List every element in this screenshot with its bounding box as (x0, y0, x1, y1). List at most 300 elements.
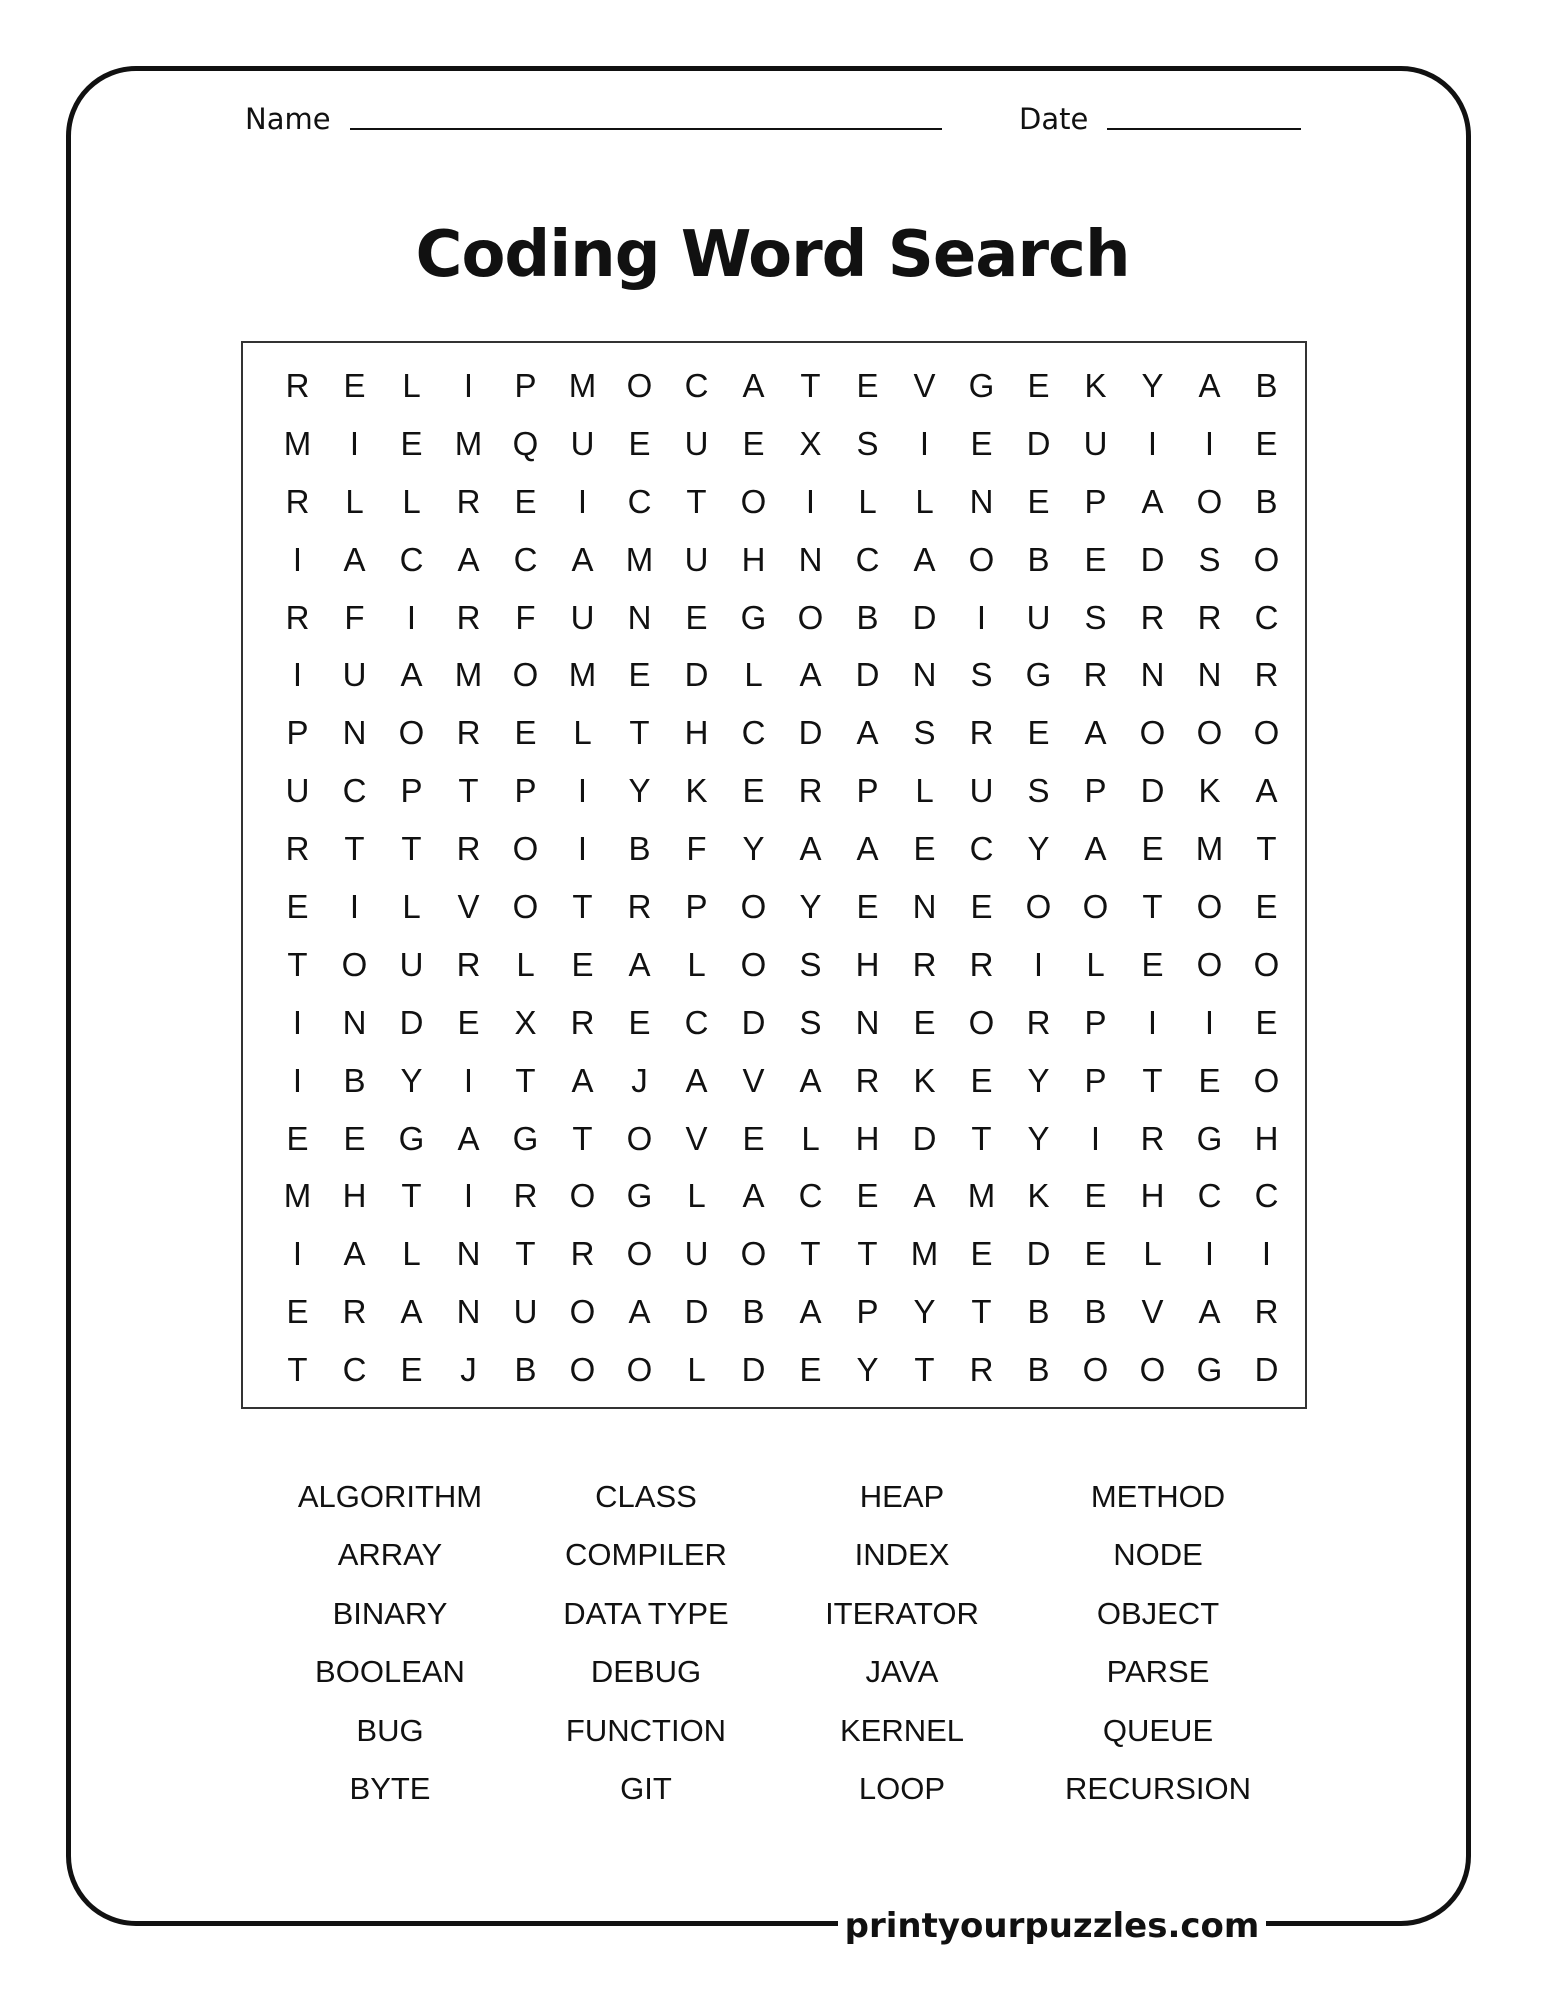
grid-letter[interactable]: U (399, 945, 424, 983)
grid-letter[interactable]: M (283, 1177, 312, 1215)
grid-letter[interactable]: A (343, 1235, 366, 1273)
grid-letter[interactable]: R (456, 598, 481, 636)
grid-letter[interactable]: A (400, 656, 423, 694)
grid-letter[interactable]: M (454, 424, 483, 462)
grid-letter[interactable]: L (1086, 945, 1105, 983)
grid-letter[interactable]: D (1254, 1351, 1279, 1389)
grid-letter[interactable]: T (401, 830, 422, 868)
grid-letter[interactable]: O (1253, 714, 1280, 752)
grid-letter[interactable]: I (577, 830, 588, 868)
grid-letter[interactable]: I (919, 424, 930, 462)
grid-letter[interactable]: R (627, 888, 652, 926)
grid-letter[interactable]: G (398, 1119, 425, 1157)
grid-letter[interactable]: R (969, 1351, 994, 1389)
grid-letter[interactable]: R (285, 830, 310, 868)
grid-letter[interactable]: H (684, 714, 709, 752)
grid-letter[interactable]: E (1027, 367, 1050, 404)
grid-letter[interactable]: U (684, 424, 709, 462)
grid-letter[interactable]: I (463, 1061, 474, 1099)
grid-letter[interactable]: G (740, 598, 767, 636)
grid-letter[interactable]: Y (799, 888, 822, 926)
grid-letter[interactable]: R (969, 714, 994, 752)
grid-letter[interactable]: A (628, 1293, 651, 1331)
grid-letter[interactable]: N (1140, 656, 1165, 694)
grid-letter[interactable]: O (1253, 1061, 1280, 1099)
grid-letter[interactable]: E (970, 1235, 993, 1273)
date-field[interactable] (1107, 128, 1301, 130)
grid-letter[interactable]: V (457, 888, 480, 926)
grid-letter[interactable]: M (625, 540, 654, 578)
grid-letter[interactable]: A (1198, 367, 1221, 404)
grid-letter[interactable]: R (456, 945, 481, 983)
grid-letter[interactable]: E (913, 830, 936, 868)
grid-letter[interactable]: O (569, 1177, 596, 1215)
grid-letter[interactable]: R (1083, 656, 1108, 694)
grid-letter[interactable]: E (1084, 1177, 1107, 1215)
grid-letter[interactable]: E (1255, 424, 1278, 462)
grid-letter[interactable]: N (798, 540, 823, 578)
grid-letter[interactable]: V (685, 1119, 708, 1157)
grid-letter[interactable]: I (292, 1235, 303, 1273)
grid-letter[interactable]: O (797, 598, 824, 636)
grid-letter[interactable]: I (976, 598, 987, 636)
grid-letter[interactable]: J (460, 1351, 477, 1389)
grid-letter[interactable]: O (626, 367, 653, 404)
grid-letter[interactable]: R (570, 1003, 595, 1041)
grid-letter[interactable]: A (799, 656, 822, 694)
grid-letter[interactable]: O (740, 1235, 767, 1273)
grid-letter[interactable]: L (345, 482, 364, 520)
grid-letter[interactable]: R (285, 482, 310, 520)
grid-letter[interactable]: M (910, 1235, 939, 1273)
grid-letter[interactable]: F (344, 598, 365, 636)
grid-letter[interactable]: E (1141, 830, 1164, 868)
grid-letter[interactable]: D (1026, 424, 1051, 462)
grid-letter[interactable]: U (1026, 598, 1051, 636)
grid-letter[interactable]: L (573, 714, 592, 752)
grid-letter[interactable]: C (513, 540, 538, 578)
grid-letter[interactable]: N (456, 1293, 481, 1331)
grid-letter[interactable]: D (912, 1119, 937, 1157)
grid-letter[interactable]: O (1025, 888, 1052, 926)
grid-letter[interactable]: L (1143, 1235, 1162, 1273)
grid-letter[interactable]: T (287, 945, 308, 983)
grid-letter[interactable]: M (967, 1177, 996, 1215)
grid-letter[interactable]: H (342, 1177, 367, 1215)
grid-letter[interactable]: E (1141, 945, 1164, 983)
grid-letter[interactable]: I (1261, 1235, 1272, 1273)
grid-letter[interactable]: C (342, 772, 367, 810)
grid-letter[interactable]: A (799, 1061, 822, 1099)
grid-letter[interactable]: S (799, 1003, 822, 1041)
grid-letter[interactable]: L (744, 656, 763, 694)
grid-letter[interactable]: R (456, 482, 481, 520)
grid-letter[interactable]: T (401, 1177, 422, 1215)
grid-letter[interactable]: P (856, 1293, 879, 1331)
grid-letter[interactable]: E (742, 1119, 765, 1157)
grid-letter[interactable]: K (913, 1061, 936, 1099)
grid-letter[interactable]: T (515, 1235, 536, 1273)
grid-letter[interactable]: E (343, 1119, 366, 1157)
grid-letter[interactable]: Y (628, 772, 651, 810)
grid-letter[interactable]: I (805, 482, 816, 520)
grid-letter[interactable]: Y (742, 830, 765, 868)
grid-letter[interactable]: O (1139, 714, 1166, 752)
grid-letter[interactable]: K (1027, 1177, 1050, 1215)
grid-letter[interactable]: O (1253, 540, 1280, 578)
grid-letter[interactable]: E (400, 1351, 423, 1389)
grid-letter[interactable]: R (456, 830, 481, 868)
grid-letter[interactable]: E (628, 424, 651, 462)
grid-letter[interactable]: E (628, 656, 651, 694)
grid-letter[interactable]: E (343, 367, 366, 404)
grid-letter[interactable]: R (456, 714, 481, 752)
grid-letter[interactable]: R (969, 945, 994, 983)
grid-letter[interactable]: D (741, 1003, 766, 1041)
grid-letter[interactable]: T (686, 482, 707, 520)
grid-letter[interactable]: R (570, 1235, 595, 1273)
grid-letter[interactable]: R (285, 367, 310, 404)
grid-letter[interactable]: O (626, 1351, 653, 1389)
grid-letter[interactable]: B (1027, 1351, 1050, 1389)
grid-letter[interactable]: A (856, 830, 879, 868)
grid-letter[interactable]: D (684, 656, 709, 694)
grid-letter[interactable]: M (283, 424, 312, 462)
grid-letter[interactable]: R (1140, 1119, 1165, 1157)
grid-letter[interactable]: O (968, 1003, 995, 1041)
grid-letter[interactable]: T (971, 1119, 992, 1157)
grid-letter[interactable]: Y (1027, 830, 1050, 868)
grid-letter[interactable]: M (568, 367, 597, 404)
grid-letter[interactable]: P (400, 772, 423, 810)
grid-letter[interactable]: A (571, 1061, 594, 1099)
grid-letter[interactable]: Y (400, 1061, 423, 1099)
grid-letter[interactable]: C (627, 482, 652, 520)
grid-letter[interactable]: N (969, 482, 994, 520)
grid-letter[interactable]: H (855, 1119, 880, 1157)
grid-letter[interactable]: C (1254, 598, 1279, 636)
grid-letter[interactable]: E (685, 598, 708, 636)
grid-letter[interactable]: T (344, 830, 365, 868)
grid-letter[interactable]: K (685, 772, 708, 810)
grid-letter[interactable]: E (628, 1003, 651, 1041)
grid-letter[interactable]: I (292, 540, 303, 578)
grid-letter[interactable]: P (1084, 772, 1107, 810)
name-field[interactable] (350, 128, 942, 130)
grid-letter[interactable]: I (349, 424, 360, 462)
grid-letter[interactable]: C (855, 540, 880, 578)
grid-letter[interactable]: G (626, 1177, 653, 1215)
grid-letter[interactable]: S (1198, 540, 1221, 578)
grid-letter[interactable]: A (913, 1177, 936, 1215)
grid-letter[interactable]: A (856, 714, 879, 752)
grid-letter[interactable]: E (856, 367, 879, 404)
grid-letter[interactable]: A (1255, 772, 1278, 810)
grid-letter[interactable]: I (292, 1061, 303, 1099)
grid-letter[interactable]: E (1084, 1235, 1107, 1273)
grid-letter[interactable]: L (801, 1119, 820, 1157)
grid-letter[interactable]: T (572, 1119, 593, 1157)
grid-letter[interactable]: L (687, 945, 706, 983)
grid-letter[interactable]: S (1084, 598, 1107, 636)
grid-letter[interactable]: E (1255, 888, 1278, 926)
grid-letter[interactable]: T (572, 888, 593, 926)
grid-letter[interactable]: N (342, 714, 367, 752)
grid-letter[interactable]: P (514, 772, 537, 810)
grid-letter[interactable]: A (1141, 482, 1164, 520)
grid-letter[interactable]: N (912, 656, 937, 694)
grid-letter[interactable]: L (402, 1235, 421, 1273)
grid-letter[interactable]: T (287, 1351, 308, 1389)
grid-letter[interactable]: C (1197, 1177, 1222, 1215)
grid-letter[interactable]: N (855, 1003, 880, 1041)
grid-letter[interactable]: C (684, 367, 709, 404)
grid-letter[interactable]: N (1197, 656, 1222, 694)
grid-letter[interactable]: E (571, 945, 594, 983)
grid-letter[interactable]: R (1254, 1293, 1279, 1331)
grid-letter[interactable]: E (286, 888, 309, 926)
grid-letter[interactable]: E (856, 888, 879, 926)
grid-letter[interactable]: A (913, 540, 936, 578)
grid-letter[interactable]: T (629, 714, 650, 752)
grid-letter[interactable]: O (1196, 888, 1223, 926)
grid-letter[interactable]: R (1026, 1003, 1051, 1041)
grid-letter[interactable]: T (800, 367, 821, 404)
grid-letter[interactable]: R (1254, 656, 1279, 694)
grid-letter[interactable]: A (571, 540, 594, 578)
grid-letter[interactable]: O (1196, 482, 1223, 520)
grid-letter[interactable]: R (1140, 598, 1165, 636)
grid-letter[interactable]: S (970, 656, 993, 694)
grid-letter[interactable]: O (512, 656, 539, 694)
grid-letter[interactable]: L (915, 482, 934, 520)
grid-letter[interactable]: D (912, 598, 937, 636)
grid-letter[interactable]: L (402, 482, 421, 520)
grid-letter[interactable]: I (292, 656, 303, 694)
grid-letter[interactable]: S (799, 945, 822, 983)
grid-letter[interactable]: B (1027, 1293, 1050, 1331)
grid-letter[interactable]: O (968, 540, 995, 578)
grid-letter[interactable]: A (457, 1119, 480, 1157)
grid-letter[interactable]: A (343, 540, 366, 578)
grid-letter[interactable]: P (685, 888, 708, 926)
grid-letter[interactable]: E (742, 772, 765, 810)
grid-letter[interactable]: T (515, 1061, 536, 1099)
grid-letter[interactable]: H (741, 540, 766, 578)
grid-letter[interactable]: E (1027, 714, 1050, 752)
grid-letter[interactable]: K (1198, 772, 1221, 810)
grid-letter[interactable]: P (1084, 482, 1107, 520)
grid-letter[interactable]: E (913, 1003, 936, 1041)
grid-letter[interactable]: U (342, 656, 367, 694)
grid-letter[interactable]: O (1139, 1351, 1166, 1389)
grid-letter[interactable]: L (687, 1177, 706, 1215)
grid-letter[interactable]: C (798, 1177, 823, 1215)
grid-letter[interactable]: P (514, 367, 537, 404)
grid-letter[interactable]: N (342, 1003, 367, 1041)
grid-letter[interactable]: I (1204, 1003, 1215, 1041)
grid-letter[interactable]: D (684, 1293, 709, 1331)
grid-letter[interactable]: M (1195, 830, 1224, 868)
grid-letter[interactable]: E (799, 1351, 822, 1389)
grid-letter[interactable]: O (740, 888, 767, 926)
grid-letter[interactable]: V (1141, 1293, 1164, 1331)
grid-letter[interactable]: X (799, 424, 822, 462)
grid-letter[interactable]: B (1255, 482, 1278, 520)
grid-letter[interactable]: O (512, 830, 539, 868)
grid-letter[interactable]: O (1082, 1351, 1109, 1389)
grid-letter[interactable]: B (514, 1351, 537, 1389)
grid-letter[interactable]: T (800, 1235, 821, 1273)
grid-letter[interactable]: D (741, 1351, 766, 1389)
grid-letter[interactable]: L (915, 772, 934, 810)
grid-letter[interactable]: B (742, 1293, 765, 1331)
grid-letter[interactable]: E (1198, 1061, 1221, 1099)
grid-letter[interactable]: N (912, 888, 937, 926)
grid-letter[interactable]: I (1090, 1119, 1101, 1157)
grid-letter[interactable]: E (286, 1119, 309, 1157)
grid-letter[interactable]: E (970, 424, 993, 462)
grid-letter[interactable]: O (740, 945, 767, 983)
grid-letter[interactable]: T (1142, 888, 1163, 926)
grid-letter[interactable]: D (399, 1003, 424, 1041)
grid-letter[interactable]: N (456, 1235, 481, 1273)
grid-letter[interactable]: I (1204, 424, 1215, 462)
grid-letter[interactable]: P (1084, 1061, 1107, 1099)
grid-letter[interactable]: E (970, 888, 993, 926)
grid-letter[interactable]: A (799, 830, 822, 868)
grid-letter[interactable]: R (285, 598, 310, 636)
grid-letter[interactable]: C (741, 714, 766, 752)
grid-letter[interactable]: E (970, 1061, 993, 1099)
grid-letter[interactable]: T (971, 1293, 992, 1331)
grid-letter[interactable]: O (626, 1235, 653, 1273)
grid-letter[interactable]: C (684, 1003, 709, 1041)
grid-letter[interactable]: R (342, 1293, 367, 1331)
grid-letter[interactable]: I (463, 367, 474, 404)
grid-letter[interactable]: U (969, 772, 994, 810)
grid-letter[interactable]: O (512, 888, 539, 926)
grid-letter[interactable]: A (1198, 1293, 1221, 1331)
grid-letter[interactable]: K (1084, 367, 1107, 404)
grid-letter[interactable]: E (1255, 1003, 1278, 1041)
grid-letter[interactable]: I (349, 888, 360, 926)
grid-letter[interactable]: O (569, 1351, 596, 1389)
grid-letter[interactable]: A (1084, 714, 1107, 752)
grid-letter[interactable]: O (1196, 945, 1223, 983)
grid-letter[interactable]: P (286, 714, 309, 752)
grid-letter[interactable]: C (969, 830, 994, 868)
grid-letter[interactable]: A (457, 540, 480, 578)
grid-letter[interactable]: D (1140, 772, 1165, 810)
grid-letter[interactable]: H (1140, 1177, 1165, 1215)
grid-letter[interactable]: L (516, 945, 535, 983)
grid-letter[interactable]: E (514, 714, 537, 752)
grid-letter[interactable]: N (627, 598, 652, 636)
grid-letter[interactable]: Q (512, 424, 539, 462)
grid-letter[interactable]: I (577, 772, 588, 810)
grid-letter[interactable]: F (686, 830, 707, 868)
grid-letter[interactable]: B (1255, 367, 1278, 404)
grid-letter[interactable]: X (514, 1003, 537, 1041)
grid-letter[interactable]: O (1196, 714, 1223, 752)
grid-letter[interactable]: O (341, 945, 368, 983)
grid-letter[interactable]: I (577, 482, 588, 520)
grid-letter[interactable]: E (457, 1003, 480, 1041)
grid-letter[interactable]: A (742, 367, 765, 404)
grid-letter[interactable]: E (742, 424, 765, 462)
grid-letter[interactable]: G (1196, 1351, 1223, 1389)
grid-letter[interactable]: D (855, 656, 880, 694)
grid-letter[interactable]: U (570, 424, 595, 462)
grid-letter[interactable]: S (1027, 772, 1050, 810)
grid-letter[interactable]: I (463, 1177, 474, 1215)
grid-letter[interactable]: G (1196, 1119, 1223, 1157)
grid-letter[interactable]: I (406, 598, 417, 636)
grid-letter[interactable]: A (400, 1293, 423, 1331)
grid-letter[interactable]: B (1084, 1293, 1107, 1331)
grid-letter[interactable]: C (399, 540, 424, 578)
grid-letter[interactable]: A (742, 1177, 765, 1215)
grid-letter[interactable]: Y (1027, 1061, 1050, 1099)
grid-letter[interactable]: O (1253, 945, 1280, 983)
grid-letter[interactable]: T (458, 772, 479, 810)
grid-letter[interactable]: H (855, 945, 880, 983)
grid-letter[interactable]: M (568, 656, 597, 694)
grid-letter[interactable]: L (402, 888, 421, 926)
grid-letter[interactable]: U (570, 598, 595, 636)
grid-letter[interactable]: M (454, 656, 483, 694)
grid-letter[interactable]: L (402, 367, 421, 404)
grid-letter[interactable]: T (914, 1351, 935, 1389)
grid-letter[interactable]: R (1197, 598, 1222, 636)
grid-letter[interactable]: A (1084, 830, 1107, 868)
grid-letter[interactable]: U (684, 540, 709, 578)
grid-letter[interactable]: O (740, 482, 767, 520)
grid-letter[interactable]: Y (1027, 1119, 1050, 1157)
grid-letter[interactable]: J (631, 1061, 648, 1099)
grid-letter[interactable]: I (292, 1003, 303, 1041)
grid-letter[interactable]: L (687, 1351, 706, 1389)
grid-letter[interactable]: V (913, 367, 936, 404)
grid-letter[interactable]: S (856, 424, 879, 462)
grid-letter[interactable]: R (912, 945, 937, 983)
grid-letter[interactable]: O (626, 1119, 653, 1157)
grid-letter[interactable]: F (515, 598, 536, 636)
grid-letter[interactable]: B (1027, 540, 1050, 578)
grid-letter[interactable]: O (398, 714, 425, 752)
grid-letter[interactable]: D (1026, 1235, 1051, 1273)
grid-letter[interactable]: E (1084, 540, 1107, 578)
grid-letter[interactable]: T (1256, 830, 1277, 868)
grid-letter[interactable]: O (1082, 888, 1109, 926)
grid-letter[interactable]: I (1204, 1235, 1215, 1273)
grid-letter[interactable]: A (628, 945, 651, 983)
grid-letter[interactable]: R (513, 1177, 538, 1215)
grid-letter[interactable]: L (858, 482, 877, 520)
grid-letter[interactable]: R (855, 1061, 880, 1099)
grid-letter[interactable]: I (1033, 945, 1044, 983)
grid-letter[interactable]: Y (1141, 367, 1164, 404)
grid-letter[interactable]: H (1254, 1119, 1279, 1157)
grid-letter[interactable]: T (1142, 1061, 1163, 1099)
grid-letter[interactable]: I (1147, 1003, 1158, 1041)
grid-letter[interactable]: D (798, 714, 823, 752)
grid-letter[interactable]: C (1254, 1177, 1279, 1215)
grid-letter[interactable]: E (1027, 482, 1050, 520)
grid-letter[interactable]: P (856, 772, 879, 810)
grid-letter[interactable]: A (685, 1061, 708, 1099)
